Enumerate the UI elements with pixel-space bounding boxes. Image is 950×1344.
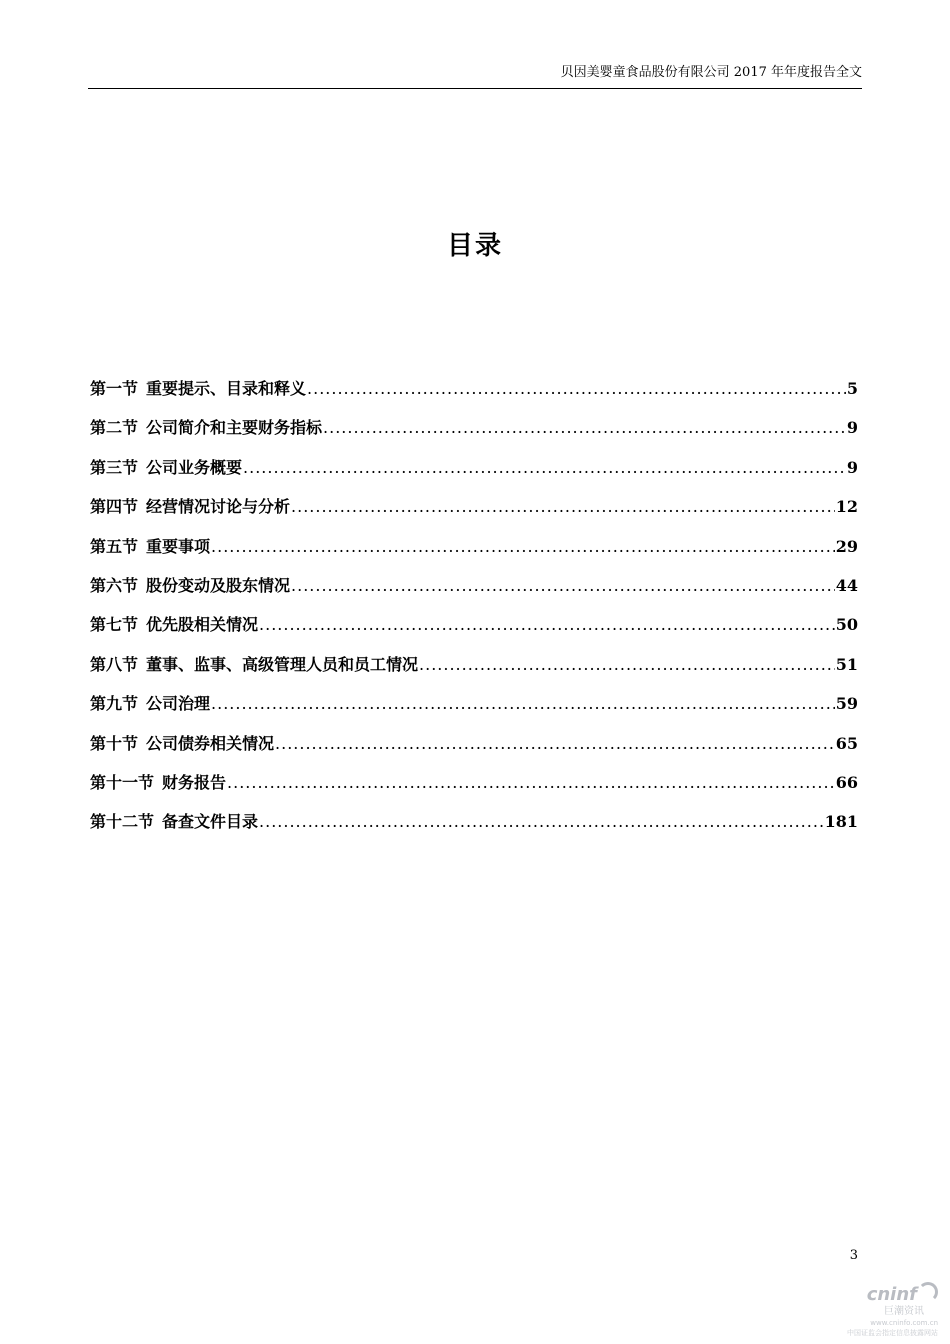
toc-section-number: 第八节: [90, 654, 139, 674]
logo-org-text: 中国证监会指定信息披露网站: [847, 1329, 938, 1337]
toc-leader-dots: [259, 812, 824, 831]
logo-chinese-name: 巨潮资讯: [884, 1306, 924, 1317]
toc-entry[interactable]: [90, 652, 858, 691]
toc-leader-dots: [291, 497, 835, 516]
page-title: 目录: [446, 231, 503, 261]
toc-page-number: 9: [846, 457, 858, 477]
toc-page-number: 59: [835, 694, 858, 714]
cninfo-watermark-logo: [840, 1282, 938, 1340]
toc-entry[interactable]: [90, 573, 858, 612]
toc-section-name: 财务报告: [162, 772, 227, 792]
toc-section-name: 经营情况讨论与分析: [146, 497, 291, 517]
toc-entry[interactable]: [90, 534, 858, 573]
toc-leader-dots: [227, 773, 835, 792]
toc-section-number: 第十一节: [90, 772, 155, 792]
toc-section-name: 公司治理: [146, 694, 211, 714]
toc-section-name: 重要提示、目录和释义: [146, 379, 307, 398]
toc-page-number: 5: [846, 379, 858, 398]
running-header: 贝因美婴童食品股份有限公司 2017 年年度报告全文: [560, 65, 862, 80]
toc-section-number: 第三节: [90, 457, 139, 477]
toc-section-number: 第一节: [90, 379, 139, 398]
toc-section-number: 第十节: [90, 733, 139, 753]
toc-section-number: 第五节: [90, 536, 139, 556]
toc-page-number: 12: [835, 497, 858, 517]
toc-leader-dots: [275, 734, 835, 753]
toc-section-number: 第九节: [90, 694, 139, 714]
toc-entry[interactable]: [90, 415, 858, 454]
toc-section-name: 公司债券相关情况: [146, 733, 275, 753]
toc-section-number: 第十二节: [90, 812, 155, 832]
toc-section-name: 董事、监事、高级管理人员和员工情况: [146, 654, 419, 674]
header-rule: [88, 88, 862, 89]
toc-section-name: 优先股相关情况: [146, 615, 259, 635]
page-number: 3: [849, 1248, 858, 1263]
toc-page-number: 66: [835, 772, 858, 792]
toc-section-number: 第四节: [90, 497, 139, 517]
toc-leader-dots: [323, 418, 846, 437]
toc-leader-dots: [211, 537, 835, 556]
toc-page-number: 29: [835, 536, 858, 556]
swoosh-icon: [918, 1282, 938, 1302]
toc-leader-dots: [243, 458, 846, 477]
toc-page-number: 44: [835, 575, 858, 595]
toc-section-number: 第六节: [90, 575, 139, 595]
toc-entry[interactable]: [90, 809, 858, 848]
toc-section-number: 第二节: [90, 418, 139, 438]
toc-leader-dots: [291, 576, 835, 595]
toc-entry[interactable]: [90, 770, 858, 809]
toc-leader-dots: [307, 379, 846, 398]
table-of-contents: [90, 376, 858, 849]
logo-wordmark-text: cninf: [866, 1284, 917, 1305]
toc-page-number: 51: [835, 654, 858, 674]
toc-section-name: 公司简介和主要财务指标: [146, 418, 323, 438]
toc-page-number: 65: [835, 733, 858, 753]
toc-page-number: 50: [835, 615, 858, 635]
toc-entry[interactable]: [90, 731, 858, 770]
toc-entry[interactable]: [90, 376, 858, 415]
logo-wordmark: [840, 1282, 938, 1305]
toc-leader-dots: [259, 615, 835, 634]
toc-entry[interactable]: [90, 455, 858, 494]
logo-url: www.cninfo.com.cn: [870, 1319, 938, 1327]
toc-section-name: 股份变动及股东情况: [146, 575, 291, 595]
toc-entry[interactable]: [90, 691, 858, 730]
toc-section-number: 第七节: [90, 615, 139, 635]
toc-section-name: 重要事项: [146, 536, 211, 556]
toc-leader-dots: [211, 694, 835, 713]
toc-page-number: 9: [846, 418, 858, 438]
toc-section-name: 备查文件目录: [162, 812, 259, 832]
toc-entry[interactable]: [90, 612, 858, 651]
toc-entry[interactable]: [90, 494, 858, 533]
toc-section-name: 公司业务概要: [146, 457, 243, 477]
toc-page-number: 181: [824, 812, 858, 832]
toc-leader-dots: [419, 655, 835, 674]
